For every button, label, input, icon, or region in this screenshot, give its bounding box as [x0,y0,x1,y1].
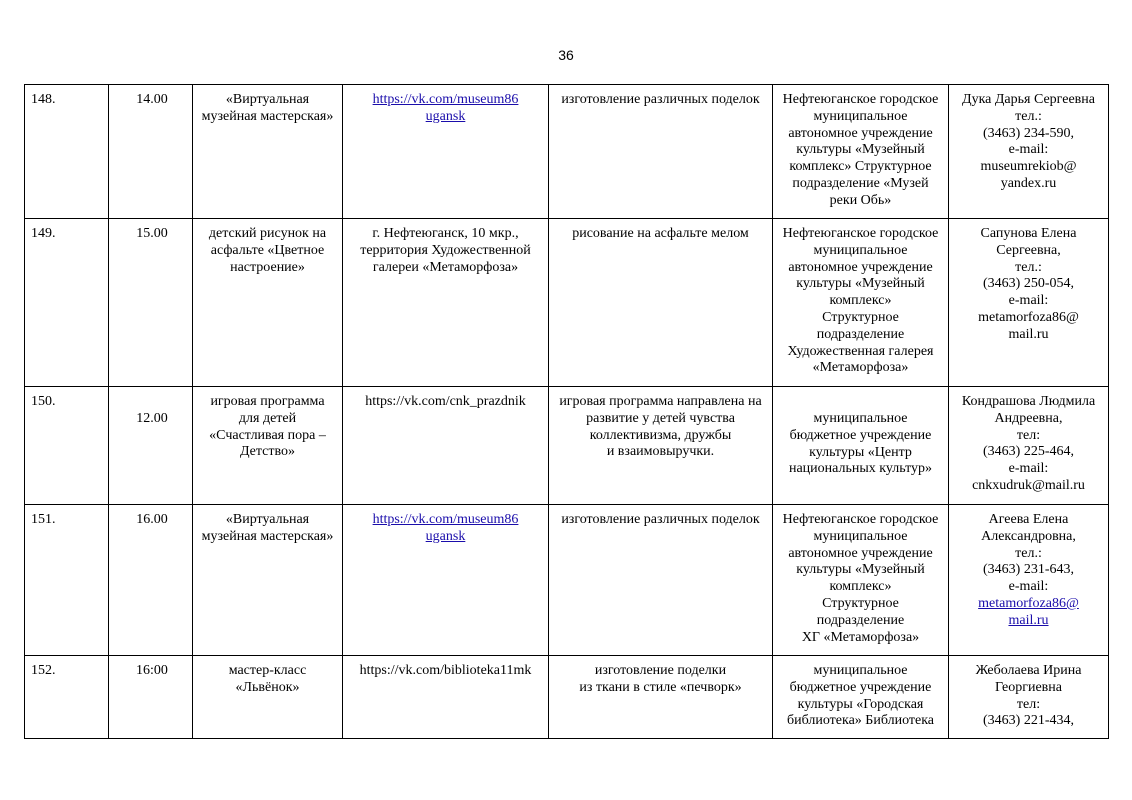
event-description: игровая программа направлена на развитие у детей чувства коллективизма, дружбы и взаимовыручки. [549,387,773,505]
event-time: 14.00 [109,85,193,219]
event-name: игровая программа для детей «Счастливая пора – Детство» [193,387,343,505]
event-contact: Агеева Елена Александровна, тел.: (3463) 231-643, e-mail: metamorfoza86@ mail.ru [949,505,1109,656]
location-link[interactable]: https://vk.com/museum86 [372,512,519,527]
event-location: https://vk.com/biblioteka11mk [343,656,549,739]
event-description: изготовление различных поделок [549,505,773,656]
email-link-cont[interactable]: mail.ru [1008,612,1049,628]
event-location[interactable] [343,505,549,656]
event-organizer: муниципальное бюджетное учреждение культуры «Центр национальных культур» [773,387,949,505]
table-row [25,656,1109,739]
event-location: г. Нефтеюганск, 10 мкр., территория Художественной галереи «Метаморфоза» [343,219,549,387]
event-time: 15.00 [109,219,193,387]
event-description: изготовление различных поделок [549,85,773,219]
event-organizer: муниципальное бюджетное учреждение культуры «Городская библиотека» Библиотека [773,656,949,739]
location-link-cont[interactable]: ugansk [425,108,466,124]
event-name: «Виртуальная музейная мастерская» [193,85,343,219]
event-name: детский рисунок на асфальте «Цветное настроение» [193,219,343,387]
event-description: рисование на асфальте мелом [549,219,773,387]
event-time: 16:00 [109,656,193,739]
row-number: 151. [25,505,109,656]
location-link[interactable]: https://vk.com/museum86 [372,92,519,107]
event-location[interactable] [343,85,549,219]
event-name: «Виртуальная музейная мастерская» [193,505,343,656]
page-number: 36 [558,47,574,63]
location-link-cont[interactable]: ugansk [425,528,466,544]
event-organizer: Нефтеюганское городское муниципальное автономное учреждение культуры «Музейный комплекс» Структурное подразделение ХГ «Метаморфоза» [773,505,949,656]
table-row [25,219,1109,387]
events-table [24,84,1109,739]
event-contact: Дука Дарья Сергеевна тел.: (3463) 234-590, e-mail: museumrekiob@ yandex.ru [949,85,1109,219]
row-number: 150. [25,387,109,505]
table-row [25,387,1109,505]
email-link[interactable]: metamorfoza86@ [978,595,1079,611]
row-number: 149. [25,219,109,387]
event-contact: Сапунова Елена Сергеевна, тел.: (3463) 250-054, e-mail: metamorfoza86@ mail.ru [949,219,1109,387]
event-time: 16.00 [109,505,193,656]
event-contact: Кондрашова Людмила Андреевна, тел: (3463) 225-464, e-mail: cnkxudruk@mail.ru [949,387,1109,505]
event-time: 12.00 [109,387,193,505]
event-contact: Жеболаева Ирина Георгиевна тел: (3463) 221-434, [949,656,1109,739]
event-location: https://vk.com/cnk_prazdnik [343,387,549,505]
table-row [25,85,1109,219]
table-row [25,505,1109,656]
row-number: 152. [25,656,109,739]
row-number: 148. [25,85,109,219]
event-name: мастер-класс «Львёнок» [193,656,343,739]
event-organizer: Нефтеюганское городское муниципальное автономное учреждение культуры «Музейный комплекс» Структурное подразделение Художественная галерея «Метаморфоза» [773,219,949,387]
event-description: изготовление поделки из ткани в стиле «печворк» [549,656,773,739]
event-organizer: Нефтеюганское городское муниципальное автономное учреждение культуры «Музейный комплекс» Структурное подразделение «Музей реки Обь» [773,85,949,219]
